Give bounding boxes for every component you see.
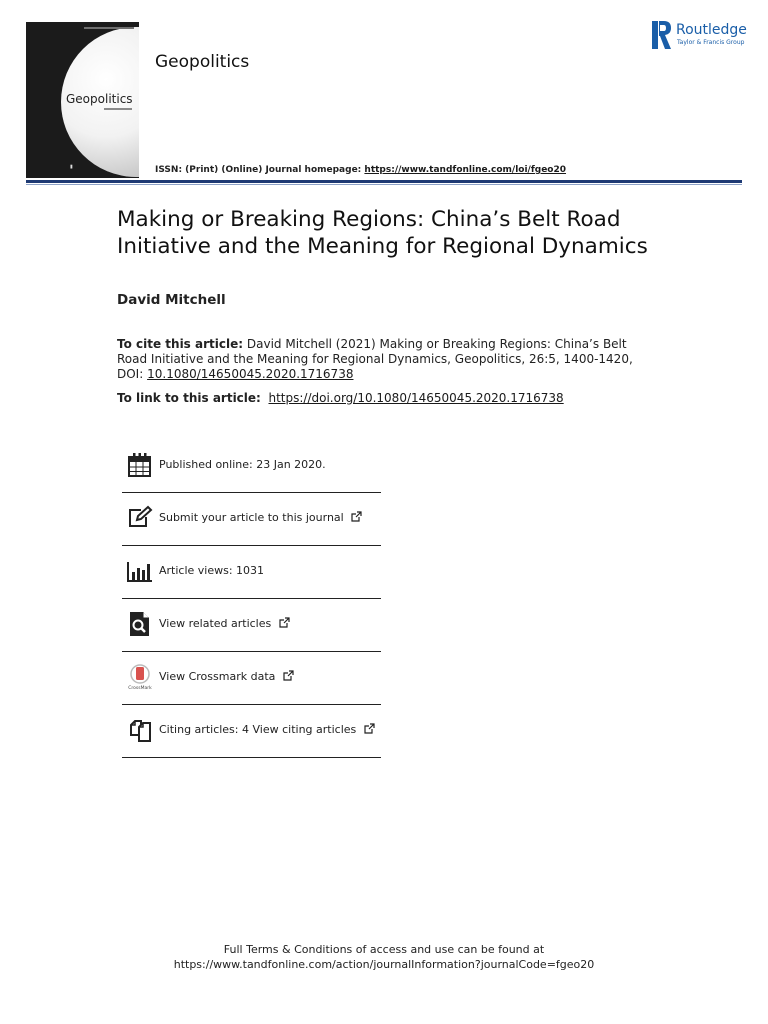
terms-footer [0,942,768,972]
article-author: David Mitchell [117,292,226,308]
footer-line-1: Full Terms & Conditions of access and use can be found at [223,943,545,956]
citation-block [117,337,637,382]
cite-label: To cite this article: [117,337,244,351]
related-articles-link[interactable] [159,617,290,630]
submit-article-link[interactable] [159,511,362,524]
journal-cover-image [26,22,139,178]
crossmark-icon [127,664,153,690]
copy-docs-icon [127,717,153,743]
document-search-icon [127,611,153,637]
article-views-row [122,546,381,599]
external-link-icon [364,723,375,734]
cover-top-line [84,27,134,29]
article-info-list [122,440,381,758]
routledge-logo-icon [652,21,672,49]
external-link-icon [351,511,362,522]
issn-line [155,165,566,175]
journal-homepage-link[interactable]: https://www.tandfonline.com/loi/fgeo20 [364,165,567,175]
crossmark-row[interactable] [122,652,381,705]
citing-articles-label: Citing articles: 4 View citing articles [159,723,357,736]
bar-chart-icon [127,558,153,584]
crossmark-icon-text: CrossMark [128,686,152,690]
crossmark-link[interactable] [159,670,294,683]
footer-terms-url[interactable]: https://www.tandfonline.com/action/journalInformation?journalCode=fgeo20 [173,958,595,971]
citing-articles-link[interactable] [159,723,375,736]
edit-icon [127,505,153,531]
article-views-label: Article views: 1031 [159,564,265,577]
cite-text: David Mitchell (2021) Making or Breaking Regions: China’s Belt Road Initiative and the Meaning for Regional Dynamics, Geopolitics, 26:5, 1400-1420, DOI: [117,337,633,381]
submit-article-label: Submit your article to this journal [159,511,344,524]
publisher-logo [652,21,752,51]
external-link-icon [283,670,294,681]
article-doi-url-link[interactable]: https://doi.org/10.1080/14650045.2020.1716738 [268,391,564,405]
crossmark-label: View Crossmark data [159,670,276,683]
journal-name: Geopolitics [155,52,250,72]
related-articles-row[interactable] [122,599,381,652]
article-title: Making or Breaking Regions: China’s Belt Road Initiative and the Meaning for Regional Dynamics [117,207,648,259]
article-link-line [117,391,564,405]
citing-articles-row[interactable] [122,705,381,758]
link-label: To link to this article: [117,391,261,405]
calendar-icon [127,452,153,478]
publisher-name: Routledge [676,22,747,38]
published-online-row [122,440,381,493]
cover-publisher-logo: ▮ [70,164,73,170]
header-divider-thin [26,184,742,185]
published-online-label: Published online: 23 Jan 2020. [159,458,326,471]
external-link-icon [279,617,290,628]
header-divider [26,180,742,183]
submit-article-row[interactable] [122,493,381,546]
related-articles-label: View related articles [159,617,272,630]
cover-title: Geopolitics [66,92,133,106]
doi-link[interactable]: 10.1080/14650045.2020.1716738 [147,367,354,381]
cover-subtitle-line [104,108,132,110]
publisher-subtitle: Taylor & Francis Group [677,39,745,46]
issn-text: ISSN: (Print) (Online) Journal homepage: [155,165,365,175]
